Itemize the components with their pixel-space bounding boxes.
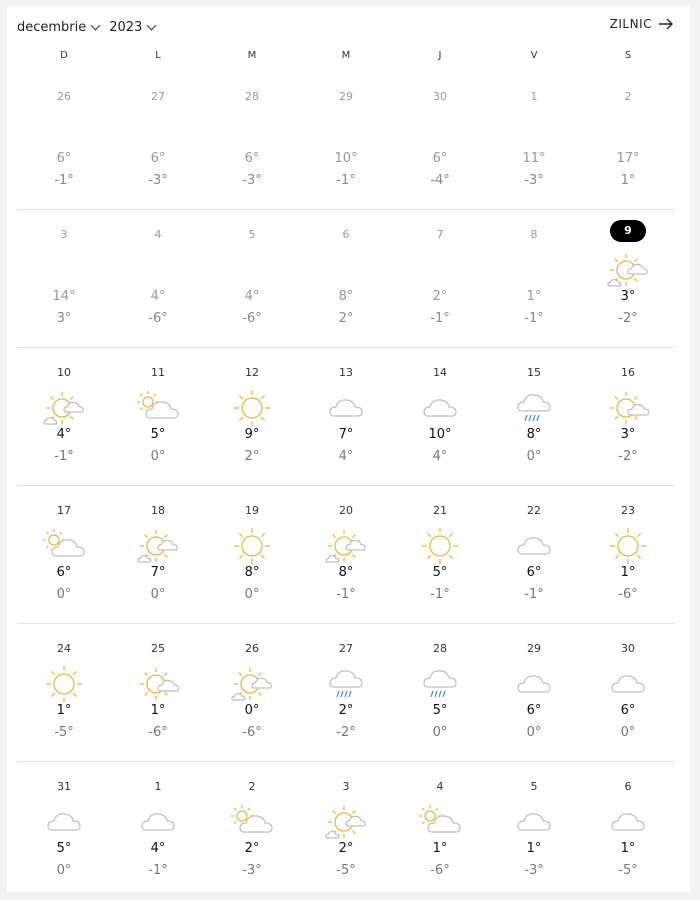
high-temp: 17° — [616, 151, 640, 166]
day-number — [205, 500, 299, 522]
low-temp: -1° — [148, 863, 168, 878]
calendar-day[interactable] — [17, 348, 111, 485]
calendar-day[interactable] — [393, 486, 487, 623]
weekday-label: L — [155, 50, 161, 61]
high-temp: 1° — [526, 289, 542, 304]
day-number-text: 9 — [610, 220, 646, 242]
day-number — [487, 776, 581, 798]
low-temp: -2° — [618, 311, 638, 326]
mostly-cloudy-icon — [416, 802, 464, 842]
day-number — [581, 638, 675, 660]
low-temp: -1° — [336, 587, 356, 602]
high-temp: 4° — [150, 289, 166, 304]
daily-view-label: ZILNIC — [609, 17, 652, 31]
cloud-icon — [510, 664, 558, 704]
high-temp: 7° — [338, 427, 354, 442]
high-temp: 6° — [526, 703, 542, 718]
day-number — [393, 86, 487, 108]
high-temp: 3° — [620, 427, 636, 442]
partly-sunny-icon — [40, 388, 88, 428]
cloud-icon — [40, 802, 88, 842]
calendar-day[interactable] — [205, 72, 299, 209]
high-temp: 2° — [432, 289, 448, 304]
calendar-card — [7, 6, 690, 892]
day-number-text: 29 — [339, 90, 353, 103]
high-temp: 2° — [338, 841, 354, 856]
low-temp: -6° — [430, 863, 450, 878]
calendar-week-row — [17, 72, 675, 210]
day-number-text: 23 — [621, 504, 635, 517]
day-number — [299, 362, 393, 384]
day-number — [205, 638, 299, 660]
day-number-text: 2 — [624, 90, 632, 103]
cloud-icon — [322, 388, 370, 428]
low-temp: 0° — [526, 725, 542, 740]
low-temp: -1° — [524, 587, 544, 602]
day-number-text: 13 — [339, 366, 353, 379]
high-temp: 8° — [338, 565, 354, 580]
calendar-day[interactable] — [393, 210, 487, 347]
calendar-day[interactable] — [17, 486, 111, 623]
calendar-day[interactable] — [487, 72, 581, 209]
partly-sunny-icon — [604, 250, 652, 290]
day-number-text: 31 — [57, 780, 71, 793]
day-number-text: 22 — [527, 504, 541, 517]
sun-icon — [416, 526, 464, 566]
month-dropdown[interactable] — [17, 20, 103, 35]
calendar-day[interactable] — [205, 210, 299, 347]
high-temp: 5° — [432, 565, 448, 580]
day-number — [111, 500, 205, 522]
day-number-text: 1 — [154, 780, 162, 793]
day-number — [17, 362, 111, 384]
cloud-icon — [604, 802, 652, 842]
high-temp: 10° — [428, 427, 452, 442]
low-temp: -1° — [524, 311, 544, 326]
day-number-text: 27 — [339, 642, 353, 655]
day-number — [581, 776, 675, 798]
day-number — [299, 776, 393, 798]
low-temp: -6° — [242, 311, 262, 326]
calendar-week-row — [17, 348, 675, 486]
calendar-day[interactable] — [581, 762, 675, 899]
calendar-day[interactable] — [111, 624, 205, 761]
high-temp: 6° — [620, 703, 636, 718]
high-temp: 1° — [620, 565, 636, 580]
high-temp: 6° — [150, 151, 166, 166]
calendar-week-row — [17, 210, 675, 348]
day-number — [487, 224, 581, 246]
high-temp: 1° — [526, 841, 542, 856]
year-label: 2023 — [109, 19, 143, 35]
day-number — [487, 638, 581, 660]
day-number-text: 7 — [436, 228, 444, 241]
high-temp: 0° — [244, 703, 260, 718]
low-temp: -5° — [336, 863, 356, 878]
day-number — [111, 362, 205, 384]
high-temp: 1° — [150, 703, 166, 718]
day-number-text: 27 — [151, 90, 165, 103]
calendar-day[interactable] — [205, 348, 299, 485]
calendar-week-row — [17, 486, 675, 624]
calendar-day[interactable] — [581, 72, 675, 209]
high-temp: 7° — [150, 565, 166, 580]
day-number-text: 3 — [60, 228, 68, 241]
low-temp: 0° — [620, 725, 636, 740]
day-number — [111, 224, 205, 246]
day-number-text: 26 — [57, 90, 71, 103]
day-number — [393, 638, 487, 660]
calendar-day[interactable] — [487, 486, 581, 623]
weekday-label: V — [530, 50, 538, 61]
day-number — [393, 776, 487, 798]
calendar-day[interactable] — [393, 72, 487, 209]
low-temp: -6° — [242, 725, 262, 740]
day-number — [487, 362, 581, 384]
high-temp: 2° — [338, 703, 354, 718]
day-number — [487, 86, 581, 108]
calendar-day-today[interactable] — [581, 210, 675, 347]
day-number — [393, 224, 487, 246]
day-number-text: 3 — [342, 780, 350, 793]
low-temp: -1° — [430, 311, 450, 326]
weekday-label: M — [247, 50, 257, 61]
day-number-text: 15 — [527, 366, 541, 379]
rain-icon — [416, 664, 464, 704]
day-number-text: 26 — [245, 642, 259, 655]
high-temp: 3° — [620, 289, 636, 304]
sun-icon — [228, 388, 276, 428]
partly-sunny-icon — [322, 802, 370, 842]
partly-sunny-icon — [228, 664, 276, 704]
calendar-day[interactable] — [111, 348, 205, 485]
high-temp: 1° — [432, 841, 448, 856]
day-number — [581, 500, 675, 522]
day-number — [17, 776, 111, 798]
high-temp: 5° — [56, 841, 72, 856]
day-number-text: 28 — [245, 90, 259, 103]
low-temp: -6° — [148, 311, 168, 326]
high-temp: 8° — [526, 427, 542, 442]
calendar-day[interactable] — [393, 762, 487, 899]
calendar-day[interactable] — [205, 486, 299, 623]
low-temp: -3° — [242, 173, 262, 188]
sun-cloud-icon — [134, 664, 182, 704]
day-number-text: 25 — [151, 642, 165, 655]
low-temp: -3° — [148, 173, 168, 188]
calendar-day[interactable] — [111, 210, 205, 347]
day-number — [111, 776, 205, 798]
day-number — [581, 362, 675, 384]
day-number-text: 2 — [248, 780, 256, 793]
month-label: decembrie — [17, 19, 87, 35]
day-number-text: 6 — [624, 780, 632, 793]
partly-sunny-icon — [134, 526, 182, 566]
calendar-grid — [17, 72, 675, 899]
day-number — [299, 224, 393, 246]
low-temp: -4° — [430, 173, 450, 188]
cloud-icon — [416, 388, 464, 428]
cloud-icon — [604, 664, 652, 704]
high-temp: 6° — [244, 151, 260, 166]
high-temp: 5° — [150, 427, 166, 442]
sun-icon — [604, 526, 652, 566]
day-number-text: 16 — [621, 366, 635, 379]
cloud-icon — [134, 802, 182, 842]
low-temp: -3° — [524, 173, 544, 188]
low-temp: -1° — [430, 587, 450, 602]
low-temp: 4° — [432, 449, 448, 464]
low-temp: -1° — [336, 173, 356, 188]
calendar-day[interactable] — [17, 624, 111, 761]
day-number-text: 4 — [154, 228, 162, 241]
low-temp: -1° — [54, 449, 74, 464]
calendar-day[interactable] — [299, 348, 393, 485]
daily-view-link[interactable] — [610, 17, 674, 31]
calendar-day[interactable] — [299, 762, 393, 899]
day-number — [205, 776, 299, 798]
day-number-text: 18 — [151, 504, 165, 517]
day-number — [17, 224, 111, 246]
day-number — [205, 86, 299, 108]
day-number — [111, 86, 205, 108]
day-number-text: 4 — [436, 780, 444, 793]
day-number-text: 17 — [57, 504, 71, 517]
high-temp: 1° — [56, 703, 72, 718]
calendar-day[interactable] — [205, 762, 299, 899]
day-number — [487, 500, 581, 522]
day-number — [299, 86, 393, 108]
day-number — [393, 500, 487, 522]
calendar-day[interactable] — [17, 72, 111, 209]
rain-icon — [322, 664, 370, 704]
cloud-icon — [510, 526, 558, 566]
calendar-day[interactable] — [299, 210, 393, 347]
low-temp: -6° — [148, 725, 168, 740]
day-number — [581, 224, 675, 242]
calendar-day[interactable] — [111, 486, 205, 623]
weekday-header — [17, 50, 675, 61]
calendar-day[interactable] — [487, 624, 581, 761]
year-dropdown[interactable] — [109, 20, 159, 35]
sun-icon — [228, 526, 276, 566]
day-number — [581, 86, 675, 108]
calendar-day[interactable] — [111, 72, 205, 209]
high-temp: 6° — [432, 151, 448, 166]
high-temp: 4° — [56, 427, 72, 442]
sun-icon — [40, 664, 88, 704]
mostly-cloudy-icon — [228, 802, 276, 842]
calendar-day[interactable] — [487, 210, 581, 347]
high-temp: 11° — [522, 151, 546, 166]
chevron-down-icon — [147, 20, 157, 30]
low-temp: 0° — [150, 587, 166, 602]
day-number-text: 30 — [621, 642, 635, 655]
day-number — [111, 638, 205, 660]
day-number-text: 8 — [530, 228, 538, 241]
high-temp: 14° — [52, 289, 76, 304]
low-temp: -6° — [618, 587, 638, 602]
low-temp: 0° — [56, 863, 72, 878]
low-temp: 2° — [338, 311, 354, 326]
month-year-selector — [17, 17, 165, 37]
low-temp: -3° — [524, 863, 544, 878]
cloud-icon — [510, 802, 558, 842]
day-number — [393, 362, 487, 384]
high-temp: 4° — [150, 841, 166, 856]
chevron-down-icon — [91, 20, 101, 30]
day-number-text: 1 — [530, 90, 538, 103]
high-temp: 9° — [244, 427, 260, 442]
partly-sunny-icon — [322, 526, 370, 566]
low-temp: -5° — [618, 863, 638, 878]
day-number-text: 5 — [530, 780, 538, 793]
low-temp: 3° — [56, 311, 72, 326]
day-number-text: 12 — [245, 366, 259, 379]
calendar-week-row — [17, 762, 675, 899]
sun-cloud-icon — [604, 388, 652, 428]
calendar-day[interactable] — [299, 486, 393, 623]
low-temp: 1° — [620, 173, 636, 188]
day-number — [205, 362, 299, 384]
day-number-text: 21 — [433, 504, 447, 517]
high-temp: 10° — [334, 151, 358, 166]
low-temp: 0° — [244, 587, 260, 602]
day-number-text: 6 — [342, 228, 350, 241]
high-temp: 6° — [56, 565, 72, 580]
day-number-text: 5 — [248, 228, 256, 241]
calendar-day[interactable] — [487, 348, 581, 485]
low-temp: -1° — [54, 173, 74, 188]
weekday-label: D — [60, 50, 68, 61]
day-number-text: 10 — [57, 366, 71, 379]
day-number-text: 24 — [57, 642, 71, 655]
day-number — [205, 224, 299, 246]
day-number-text: 11 — [151, 366, 165, 379]
high-temp: 2° — [244, 841, 260, 856]
calendar-day[interactable] — [487, 762, 581, 899]
calendar-day[interactable] — [581, 486, 675, 623]
low-temp: -5° — [54, 725, 74, 740]
day-number-text: 28 — [433, 642, 447, 655]
day-number-text: 30 — [433, 90, 447, 103]
high-temp: 5° — [432, 703, 448, 718]
rain-icon — [510, 388, 558, 428]
day-number-text: 19 — [245, 504, 259, 517]
calendar-day[interactable] — [17, 210, 111, 347]
day-number — [17, 638, 111, 660]
low-temp: 0° — [432, 725, 448, 740]
calendar-day[interactable] — [205, 624, 299, 761]
low-temp: 0° — [526, 449, 542, 464]
calendar-day[interactable] — [299, 624, 393, 761]
weekday-label: M — [341, 50, 351, 61]
calendar-day[interactable] — [111, 762, 205, 899]
calendar-day[interactable] — [393, 348, 487, 485]
low-temp: -3° — [242, 863, 262, 878]
calendar-day[interactable] — [581, 348, 675, 485]
day-number-text: 29 — [527, 642, 541, 655]
high-temp: 8° — [244, 565, 260, 580]
high-temp: 4° — [244, 289, 260, 304]
high-temp: 6° — [526, 565, 542, 580]
day-number-text: 20 — [339, 504, 353, 517]
low-temp: 0° — [56, 587, 72, 602]
low-temp: -2° — [336, 725, 356, 740]
low-temp: 2° — [244, 449, 260, 464]
day-number — [17, 86, 111, 108]
weekday-label: S — [624, 50, 632, 61]
calendar-day[interactable] — [581, 624, 675, 761]
calendar-week-row — [17, 624, 675, 762]
mostly-cloudy-icon — [40, 526, 88, 566]
day-number-text: 14 — [433, 366, 447, 379]
calendar-day[interactable] — [393, 624, 487, 761]
low-temp: -2° — [618, 449, 638, 464]
high-temp: 8° — [338, 289, 354, 304]
high-temp: 6° — [56, 151, 72, 166]
mostly-cloudy-icon — [134, 388, 182, 428]
day-number — [17, 500, 111, 522]
calendar-day[interactable] — [299, 72, 393, 209]
high-temp: 1° — [620, 841, 636, 856]
weekday-label: J — [438, 50, 442, 61]
calendar-day[interactable] — [17, 762, 111, 899]
day-number — [299, 500, 393, 522]
day-number — [299, 638, 393, 660]
arrow-right-icon — [658, 18, 674, 30]
low-temp: 0° — [150, 449, 166, 464]
low-temp: 4° — [338, 449, 354, 464]
